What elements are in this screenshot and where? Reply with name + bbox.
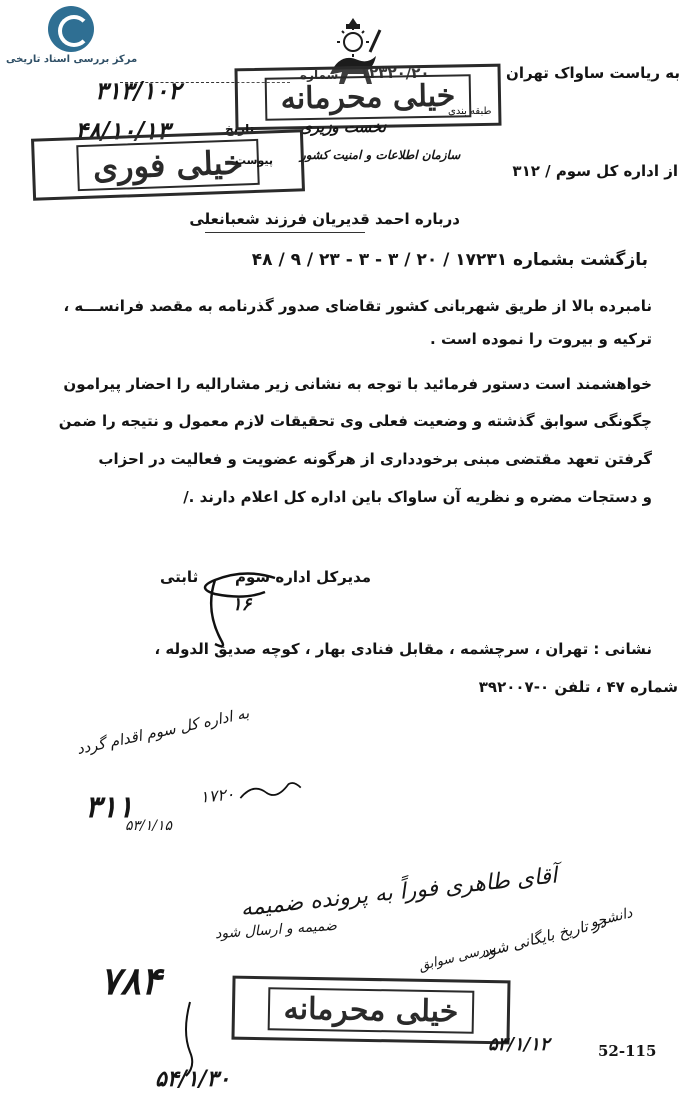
body-line-5: گرفتن تعهد مقتضی مبنی برخودداری از هرگونه عضویت و فعالیت در احزاب bbox=[98, 450, 652, 468]
number-label: شماره bbox=[300, 68, 339, 82]
note1-text: به اداره کل سوم اقدام گردد bbox=[75, 703, 251, 759]
note-signature-icon bbox=[236, 778, 306, 806]
classification-label: طبقه بندی bbox=[448, 106, 492, 117]
archive-logo-icon bbox=[48, 6, 94, 52]
body-line-3: خواهشمند است دستور فرمائید با توجه به نشانی زیر مشارالیه را احضار پیرامون bbox=[63, 375, 652, 393]
body-line-2: ترکیه و بیروت را نموده است . bbox=[430, 330, 652, 348]
signature-name: ثابتی bbox=[160, 568, 199, 586]
address-line-2: شماره ۴۷ ، تلفن ۰-۳۹۲۰۰۷ bbox=[478, 678, 678, 696]
bottom-date-2: ۵۳/۱/۱۲ bbox=[488, 1034, 550, 1055]
note1-code: ۱۷۲۰ bbox=[199, 784, 236, 807]
signature-title: مدیرکل اداره سوم bbox=[235, 568, 372, 586]
address-line-1: نشانی : تهران ، سرچشمه ، مقابل فنادی بهار ، کوچه صدیق الدوله ، bbox=[154, 640, 652, 658]
note1-sig: ۳۱۱ bbox=[85, 790, 134, 825]
subject-underline bbox=[205, 232, 365, 233]
priority-stamp-text: خیلی فوری bbox=[76, 139, 260, 191]
logo-caption: مرکز بررسی اسناد تاریخی bbox=[6, 54, 138, 65]
ref-handwritten: ۳۱۳/۱۰۲ bbox=[95, 76, 182, 105]
number-value: ۱۲۳۲۰/۲۰ bbox=[360, 64, 430, 82]
note3-line2: در تاریخ بایگانی شود bbox=[479, 912, 608, 962]
body-line-1: نامبرده بالا از طریق شهربانی کشور تقاضای صدور گذرنامه به مقصد فرانســـه ، bbox=[63, 297, 652, 315]
date-value: ۴۸/۱۰/۱۳ bbox=[75, 116, 170, 145]
org-line1: نخست وزیری bbox=[300, 118, 386, 136]
document-code: 52-115 bbox=[598, 1042, 657, 1060]
signature-mark: ۱۶ bbox=[232, 594, 252, 615]
bottom-stamp-text: خیلی محرمانه bbox=[267, 987, 474, 1034]
bottom-date-1: ۵۴/۱/۳۰ bbox=[155, 1066, 231, 1092]
org-line2: سازمان اطلاعات و امنیت کشور bbox=[300, 148, 461, 162]
body-line-6: و دستجات مضره و نظریه آن ساواک باین اداره کل اعلام دارند ./ bbox=[183, 488, 652, 506]
note3-line3: بررسی سوابق bbox=[417, 940, 498, 975]
number-784: ۷۸۴ bbox=[100, 958, 162, 1003]
reference-line: بازگشت بشماره ۱۷۲۳۱ / ۲۰ / ۳ - ۳ - ۲۳ / ۹ / ۴۸ bbox=[251, 250, 648, 270]
note3-line1: دانشجو bbox=[588, 905, 635, 931]
attachment-label: پیوست bbox=[235, 154, 273, 167]
classification-stamp-text: خیلی محرمانه bbox=[264, 74, 471, 121]
note2-line1: آقای طاهری فوراً به پرونده ضمیمه bbox=[239, 863, 559, 922]
subject-line: درباره احمد قدیریان فرزند شعبانعلی bbox=[189, 210, 460, 228]
note2-line2: ضمیمه و ارسال شود bbox=[214, 917, 338, 943]
signature-scribble-icon bbox=[175, 560, 285, 650]
addressee: به ریاست ساواک تهران bbox=[506, 64, 680, 82]
date-label: تاریخ bbox=[225, 122, 255, 136]
from-line: از اداره کل سوم / ۳۱۲ bbox=[512, 162, 678, 180]
bottom-classification-stamp bbox=[231, 976, 510, 1045]
body-line-4: چگونگی سوابق گذشته و وضعیت فعلی وی تحقیقات لازم معمول و نتیجه را ضمن bbox=[58, 412, 652, 430]
note1-date: ۵۳/۱/۱۵ bbox=[125, 818, 173, 834]
